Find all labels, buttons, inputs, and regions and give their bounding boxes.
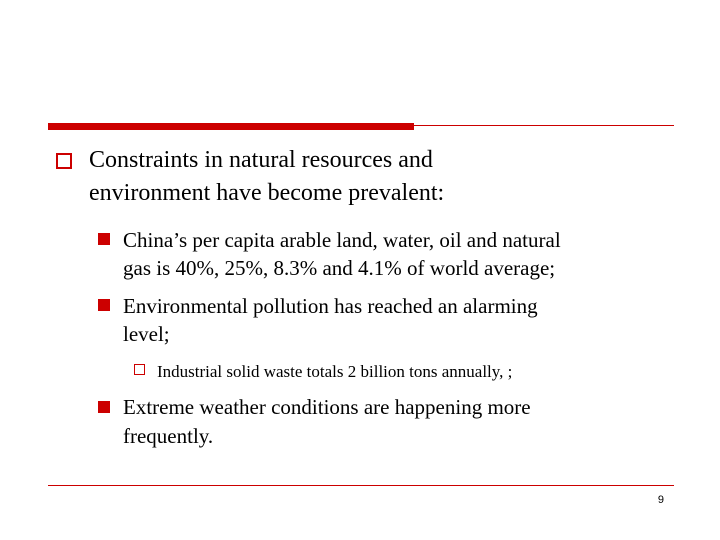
bottom-rule xyxy=(48,485,674,486)
bullet-text-china-line1: China’s per capita arable land, water, oil and natural xyxy=(123,228,561,252)
bullet-text-constraints-line1: Constraints in natural resources and xyxy=(89,147,433,173)
filled-square-bullet-icon xyxy=(98,401,110,413)
bullet-text-china-line2: gas is 40%, 25%, 8.3% and 4.1% of world average; xyxy=(123,256,556,280)
bullet-text-weather-line1: Extreme weather conditions are happening more xyxy=(123,395,531,419)
bullet-text-pollution-line2: level; xyxy=(123,322,170,346)
filled-square-bullet-icon xyxy=(98,233,110,245)
bullet-text-constraints-line2: environment have become prevalent: xyxy=(89,180,445,206)
top-rule-thick xyxy=(48,123,414,130)
hollow-square-bullet-icon xyxy=(56,153,72,169)
small-hollow-square-bullet-icon xyxy=(134,364,145,375)
bullet-text-pollution-line1: Environmental pollution has reached an alarming xyxy=(123,294,538,318)
bullet-text-weather-line2: frequently. xyxy=(123,424,214,448)
page-number: 9 xyxy=(657,494,664,506)
filled-square-bullet-icon xyxy=(98,299,110,311)
bullet-text-waste: Industrial solid waste totals 2 billion tons annually, ; xyxy=(157,362,513,381)
